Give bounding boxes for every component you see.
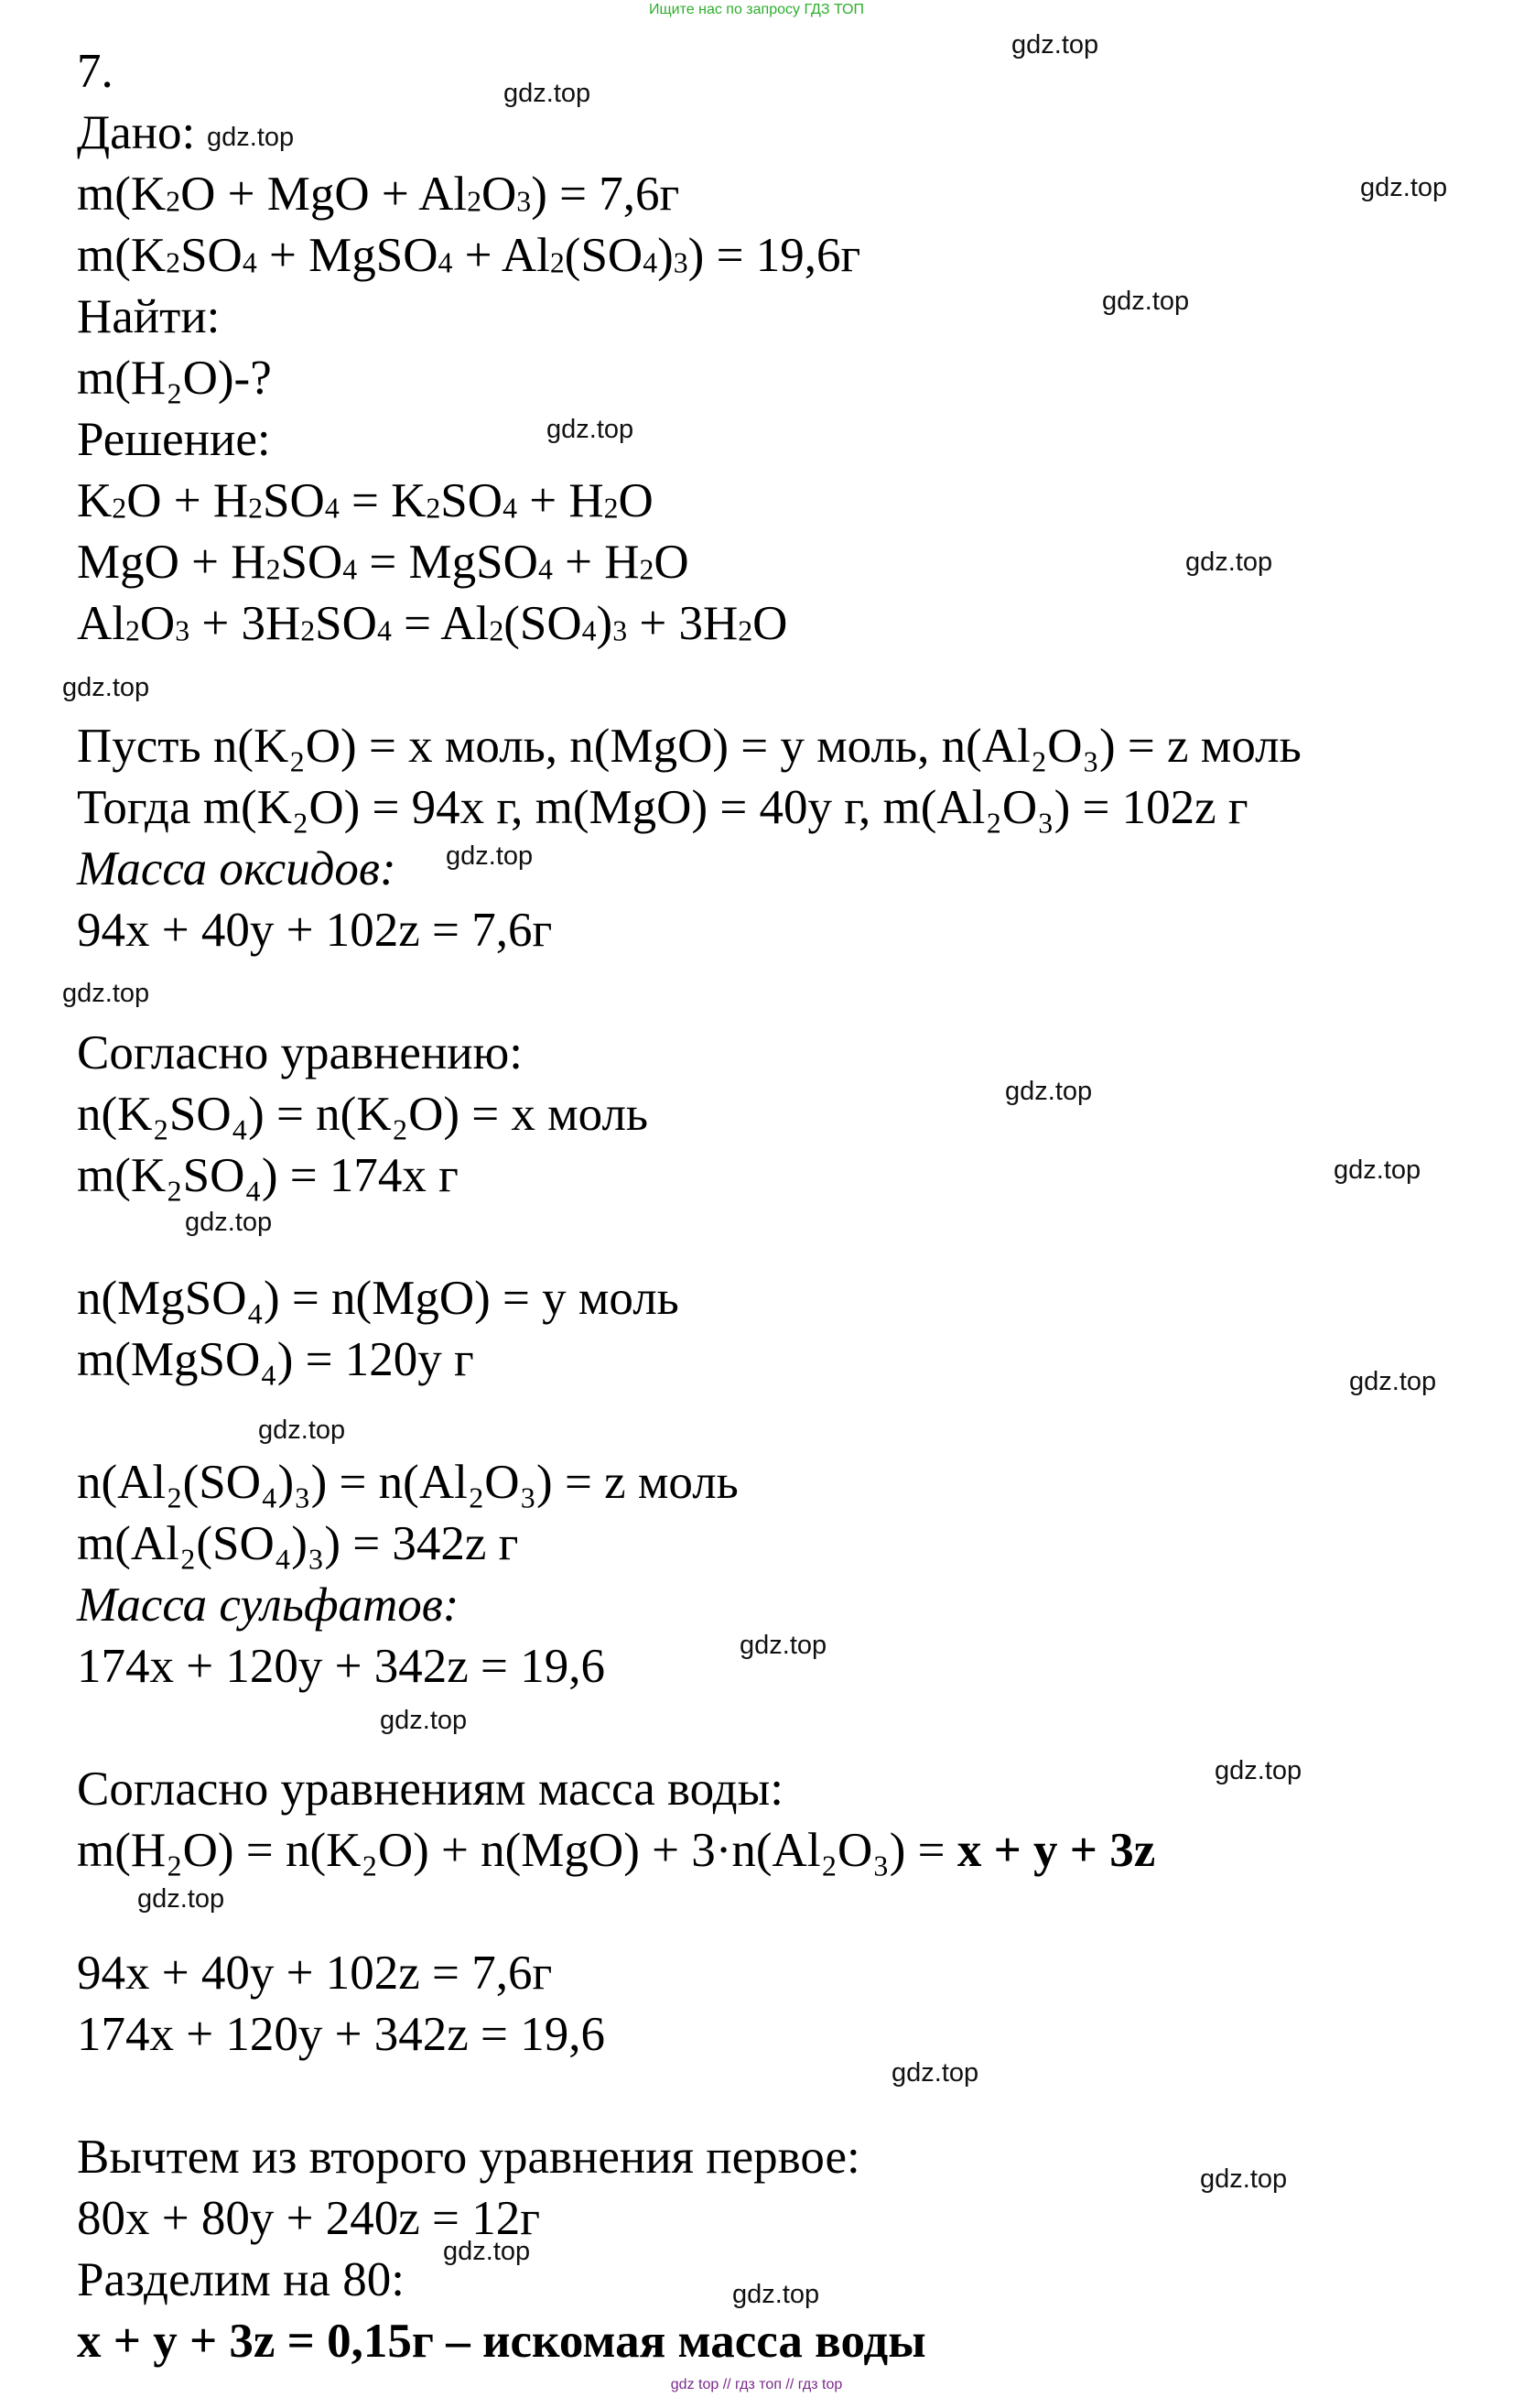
watermark: gdz.top bbox=[892, 2058, 979, 2088]
system-eq2: 174x + 120y + 342z = 19,6 bbox=[77, 2008, 605, 2061]
k2so4-m: m(K₂SO₄) = 174x г bbox=[77, 1149, 459, 1202]
watermark: gdz.top bbox=[258, 1416, 346, 1445]
watermark: gdz.top bbox=[1334, 1155, 1421, 1185]
watermark: gdz.top bbox=[546, 415, 634, 444]
given-label: Дано: bbox=[77, 106, 196, 159]
according-eq: Согласно уравнению: bbox=[77, 1026, 523, 1079]
system-eq1: 94x + 40y + 102z = 7,6г bbox=[77, 1947, 553, 2000]
reaction-mgo: MgO + $H_2SO_4$ = MgSO$_4$ + $H_2O$ bbox=[77, 536, 689, 589]
top-banner: Ищите нас по запросу ГДЗ ТОП bbox=[649, 2, 864, 17]
then-line: Тогда m(K₂O) = 94x г, m(MgO) = 40y г, m(Al₂O₃) = 102z г bbox=[77, 781, 1248, 834]
subtract-result: 80x + 80y + 240z = 12г bbox=[77, 2192, 540, 2245]
watermark: gdz.top bbox=[1349, 1367, 1437, 1396]
find-label: Найти: bbox=[77, 290, 221, 343]
bottom-banner: gdz top // гдз топ // гдз top bbox=[670, 2377, 843, 2392]
watermark: gdz.top bbox=[185, 1208, 273, 1237]
watermark: gdz.top bbox=[732, 2280, 820, 2309]
watermark: gdz.top bbox=[1185, 548, 1273, 577]
watermark: gdz.top bbox=[1215, 1756, 1302, 1785]
subtract-label: Вычтем из второго уравнения первое: bbox=[77, 2131, 860, 2184]
watermark: gdz.top bbox=[443, 2237, 531, 2266]
divide-label: Разделим на 80: bbox=[77, 2253, 405, 2306]
watermark: gdz.top bbox=[137, 1884, 225, 1914]
water-eq-result: x + y + 3z bbox=[956, 1824, 1156, 1877]
al2so43-m: m(Al₂(SO₄)₃) = 342z г bbox=[77, 1517, 519, 1570]
water-eq bbox=[77, 1823, 1155, 1878]
watermark: gdz.top bbox=[1011, 30, 1099, 60]
final-answer bbox=[77, 2314, 926, 2369]
find-target: m(H₂O)-? bbox=[77, 352, 272, 405]
water-eq-prefix: m(H₂O) = n(K₂O) + n(MgO) + 3·n(Al₂O₃) = bbox=[77, 1824, 957, 1877]
watermark: gdz.top bbox=[1200, 2164, 1288, 2194]
watermark: gdz.top bbox=[740, 1631, 827, 1660]
given-oxides-mass: $m(K_2O$ + MgO + $Al_2O_3) = 7,6г$ bbox=[77, 168, 680, 221]
sulfates-mass-label: Масса сульфатов: bbox=[77, 1578, 459, 1632]
water-label: Согласно уравнениям масса воды: bbox=[77, 1763, 784, 1816]
watermark: gdz.top bbox=[62, 979, 150, 1008]
problem-number: 7. bbox=[77, 45, 113, 98]
watermark: gdz.top bbox=[380, 1706, 468, 1735]
watermark: gdz.top bbox=[62, 673, 150, 702]
let-line: Пусть n(K₂O) = x моль, n(MgO) = y моль, n(Al₂O₃) = z моль bbox=[77, 720, 1302, 773]
sulfates-mass-eq: 174x + 120y + 342z = 19,6 bbox=[77, 1640, 605, 1693]
watermark: gdz.top bbox=[1360, 173, 1448, 202]
watermark: gdz.top bbox=[207, 123, 295, 152]
oxides-mass-label: Масса оксидов: bbox=[77, 842, 396, 895]
watermark: gdz.top bbox=[1005, 1077, 1093, 1106]
reaction-al2o3: $Al_2O_3 + 3H_2SO_4 = Al_2(SO_4)_3 + 3H_2O$ bbox=[77, 597, 788, 650]
mgso4-n: n(MgSO₄) = n(MgO) = y моль bbox=[77, 1272, 679, 1325]
given-sulfates-mass: $m(K_2SO_4$ + MgSO$_4$ + $Al_2(SO_4)_3) = 19,6г$ bbox=[77, 229, 861, 282]
k2so4-n: n(K₂SO₄) = n(K₂O) = x моль bbox=[77, 1088, 649, 1141]
solution-label: Решение: bbox=[77, 413, 271, 466]
al2so43-n: n(Al₂(SO₄)₃) = n(Al₂O₃) = z моль bbox=[77, 1456, 739, 1509]
mgso4-m: m(MgSO₄) = 120y г bbox=[77, 1333, 474, 1386]
oxides-mass-eq: 94x + 40y + 102z = 7,6г bbox=[77, 904, 553, 957]
watermark: gdz.top bbox=[446, 841, 534, 871]
watermark: gdz.top bbox=[503, 79, 591, 108]
final-answer-text: x + y + 3z = 0,15г – искомая масса воды bbox=[77, 2315, 926, 2368]
reaction-k2o: $K_2O + H_2SO_4 = K_2SO_4 + H_2O$ bbox=[77, 474, 654, 527]
watermark: gdz.top bbox=[1102, 287, 1190, 316]
